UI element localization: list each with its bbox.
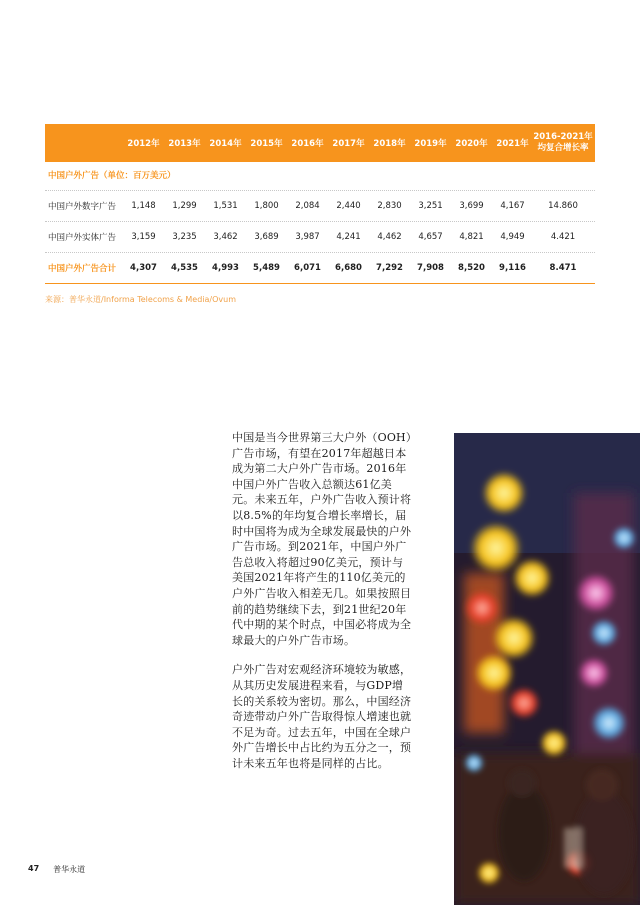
year-header: 2017年 — [332, 139, 365, 149]
page-footer — [28, 864, 85, 875]
cell-value: 3,462 — [213, 232, 238, 242]
footer-brand: 普华永道 — [53, 865, 86, 874]
cell-value: 8,520 — [458, 263, 485, 273]
cell-value: 1,531 — [213, 201, 238, 211]
cell-value: 4,307 — [130, 263, 157, 273]
page-number: 47 — [28, 864, 40, 873]
ad-revenue-table — [45, 124, 595, 284]
year-header: 2016年 — [291, 139, 324, 149]
body-text — [232, 430, 412, 785]
cell-value: 1,148 — [131, 201, 156, 211]
cagr-value: 14.860 — [548, 201, 578, 211]
row-label: 中国户外实体广告 — [48, 233, 117, 243]
row-label: 中国户外广告合计 — [48, 264, 117, 274]
year-header: 2020年 — [455, 139, 488, 149]
year-header: 2013年 — [168, 139, 201, 149]
cell-value: 1,299 — [172, 201, 197, 211]
cell-value: 4,241 — [336, 232, 361, 242]
year-header: 2021年 — [496, 139, 529, 149]
paragraph: 中国是当今世界第三大户外（OOH）广告市场，有望在2017年超越日本成为第二大户外广告市场。2016年中国户外广告收入总额达61亿美元。未来五年，户外广告收入预计将以8.5%的年均复合增长率增长，届时中国将为成为全球发展最快的户外广告市场。到2021年，中国户外广告总收入将超过90亿美元，预计与美国2021年将产生的110亿美元的户外广告收入相差无几。如果按照目前的趋势继续下去，到21世纪20年代中期的某个时点，中国必将成为全球最大的户外广告市场。 — [232, 431, 412, 647]
cell-value: 4,462 — [377, 232, 402, 242]
cell-value: 6,680 — [335, 263, 362, 273]
cell-value: 5,489 — [253, 263, 280, 273]
year-header: 2012年 — [127, 139, 160, 149]
table-row — [45, 191, 595, 222]
cagr-value: 8.471 — [549, 263, 577, 273]
cagr-header: 2016-2021年 均复合增长率 — [533, 132, 593, 153]
cell-value: 4,821 — [459, 232, 484, 242]
cell-value: 6,071 — [294, 263, 321, 273]
cell-value: 4,657 — [418, 232, 443, 242]
year-header: 2019年 — [414, 139, 447, 149]
cell-value: 7,292 — [376, 263, 403, 273]
neon-signs-illustration — [454, 433, 640, 905]
table-row — [45, 222, 595, 253]
cell-value: 1,800 — [254, 201, 279, 211]
table-section-title: 中国户外广告（单位：百万美元） — [45, 162, 595, 191]
cagr-value: 4.421 — [550, 232, 576, 242]
cell-value: 3,987 — [295, 232, 320, 242]
city-night-photo — [454, 433, 640, 905]
year-header: 2014年 — [209, 139, 242, 149]
table-header — [45, 124, 595, 162]
paragraph: 户外广告对宏观经济环境较为敏感，从其历史发展进程来看，与GDP增长的关系较为密切。那么，中国经济奇迹带动户外广告取得惊人增速也就不足为奇。过去五年，中国在全球户外广告增长中占比约为五分之一，预计未来五年也将是同样的占比。 — [232, 663, 412, 770]
cell-value: 4,535 — [171, 263, 198, 273]
cell-value: 3,235 — [172, 232, 197, 242]
year-header: 2015年 — [250, 139, 283, 149]
cell-value: 2,084 — [295, 201, 320, 211]
cell-value: 3,689 — [254, 232, 279, 242]
cell-value: 3,699 — [459, 201, 484, 211]
cell-value: 3,159 — [131, 232, 156, 242]
cell-value: 2,830 — [377, 201, 402, 211]
source-note: 来源：普华永道/Informa Telecoms & Media/Ovum — [45, 295, 237, 304]
cell-value: 3,251 — [418, 201, 443, 211]
cell-value: 4,993 — [212, 263, 239, 273]
cell-value: 7,908 — [417, 263, 444, 273]
cell-value: 4,949 — [500, 232, 525, 242]
table-total-row — [45, 253, 595, 284]
row-label: 中国户外数字广告 — [48, 202, 117, 212]
cell-value: 2,440 — [336, 201, 361, 211]
year-header: 2018年 — [373, 139, 406, 149]
cell-value: 4,167 — [500, 201, 525, 211]
cell-value: 9,116 — [499, 263, 526, 273]
